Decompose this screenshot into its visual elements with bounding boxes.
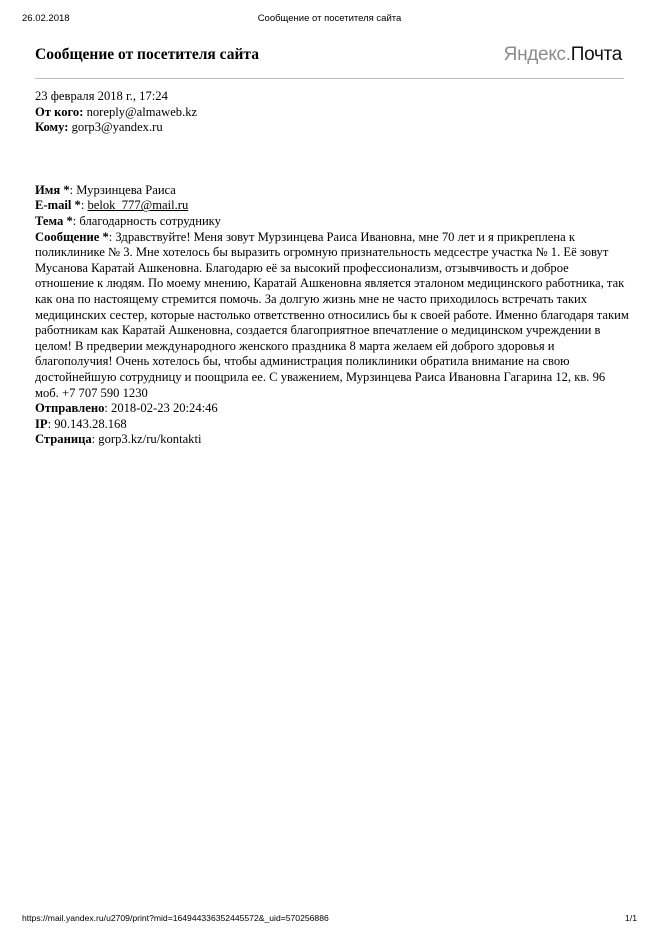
mail-to [35, 120, 630, 136]
print-page-number: 1/1 [625, 913, 637, 923]
name-label: Имя * [35, 182, 70, 197]
mail-header [35, 44, 624, 79]
form-sent [35, 401, 630, 417]
form-message [35, 230, 629, 402]
logo-yandex-text: Яндекс [503, 44, 566, 65]
print-header [22, 13, 637, 27]
print-title: Сообщение от посетителя сайта [257, 13, 402, 24]
yandex-mail-logo [504, 44, 622, 66]
to-label: Кому: [35, 120, 69, 135]
print-date: 26.02.2018 [22, 13, 70, 24]
print-footer [22, 913, 637, 925]
mail-from [35, 105, 630, 121]
ip-value: : 90.143.28.168 [47, 416, 127, 431]
topic-value: : благодарность сотруднику [72, 213, 221, 228]
form-email [35, 198, 630, 214]
name-value: : Мурзинцева Раиса [69, 182, 176, 197]
message-value: : Здравствуйте! Меня зовут Мурзинцева Раиса Ивановна, мне 70 лет и я прикреплена к поликлинике № 3. Мне хотелось бы выразить огромную признательность медсестре участка № 1. Её зовут Мусанова Каратай Ашкеновна. Благодарю её за высокий профессионализм, отзывчивость и доброе отношение к людям. По моему мнению, Каратай Ашкеновна является эталоном медицинского работника, так как она по настоящему стремится помочь. За долгую жизнь мне не часто приходилось встречать таких медицинских сестер, которые настолько ответственно относились бы к своей работе. Именно благодаря таким работникам как Каратай Ашкеновна, создается благоприятное впечатление о медицинском учреждении в целом! В предверии международного женского праздника 8 марта желаем ей доброго здоровья и благополучия! Очень хотелось бы, чтобы администрация поликлиники обратила внимание на свою достойнейшую сотрудницу и поощрила ее. С уважением, Мурзинцева Раиса Ивановна Гагарина 12, кв. 96 моб. +7 707 590 1230 [35, 229, 629, 400]
form-name [35, 183, 630, 199]
spacer [35, 136, 630, 183]
mail-subject: Сообщение от посетителя сайта [35, 46, 259, 63]
logo-dot: . [565, 44, 571, 65]
ip-label: IP [35, 416, 48, 431]
mail-content [35, 89, 630, 448]
form-ip [35, 417, 630, 433]
from-label: От кого: [35, 104, 84, 119]
from-value: noreply@almaweb.kz [86, 104, 198, 119]
logo-pochta-text: Почта [570, 44, 622, 65]
sent-value: : 2018-02-23 20:24:46 [104, 401, 218, 416]
print-url: https://mail.yandex.ru/u2709/print?mid=164944336352445572&_uid=570256886 [22, 913, 329, 923]
to-value: gorp3@yandex.ru [71, 120, 163, 135]
page-value: : gorp3.kz/ru/kontakti [91, 432, 202, 447]
message-label: Сообщение * [35, 229, 109, 244]
form-page [35, 432, 630, 448]
email-link[interactable]: belok_777@mail.ru [87, 198, 189, 213]
form-topic [35, 214, 630, 230]
email-separator: : [80, 198, 88, 213]
sent-label: Отправлено [35, 401, 105, 416]
topic-label: Тема * [35, 213, 73, 228]
page-label: Страница [35, 432, 92, 447]
mail-datetime: 23 февраля 2018 г., 17:24 [35, 89, 168, 103]
email-label: E-mail * [35, 198, 81, 213]
